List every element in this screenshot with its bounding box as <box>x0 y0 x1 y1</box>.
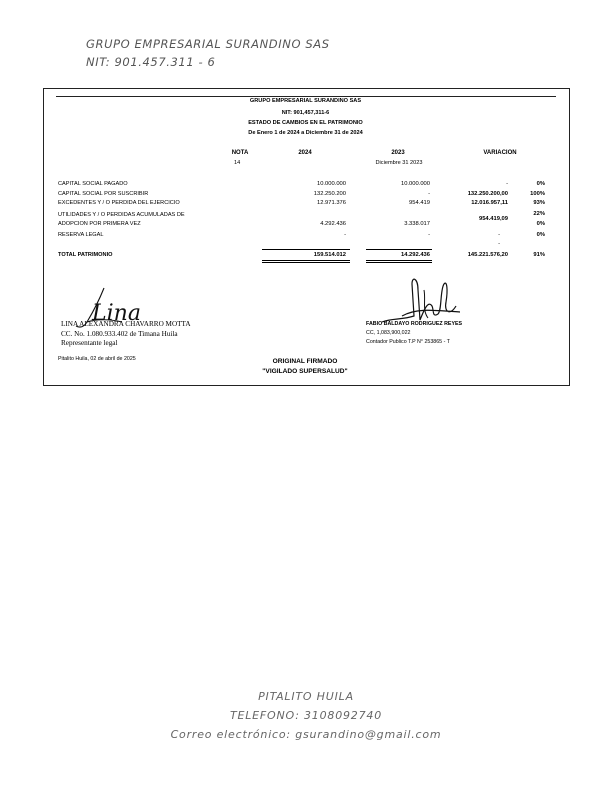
footer-email: Correo electrónico: gsurandino@gmail.com <box>170 728 442 741</box>
row-2023: 3.338.017 <box>404 221 430 227</box>
row-2024: - <box>344 232 346 238</box>
stamp-line1: ORIGINAL FIRMADO <box>272 358 338 365</box>
row-pct: 0% <box>536 221 545 227</box>
signer-left-name: LINA ALEXANDRA CHAVARRO MOTTA <box>61 320 191 328</box>
row-variacion: - <box>498 232 500 238</box>
row-2023: - <box>428 191 430 197</box>
row-2023: 954.419 <box>409 200 430 206</box>
total-rule-top <box>366 249 432 250</box>
row-label: CAPITAL SOCIAL POR SUSCRIBIR <box>58 191 149 197</box>
header-variacion: VARIACION <box>483 150 517 156</box>
row-label-cont: ADOPCION POR PRIMERA VEZ <box>58 221 141 227</box>
statement-title: ESTADO DE CAMBIOS EN EL PATRIMONIO <box>248 120 363 126</box>
total-rule-bottom <box>366 262 432 263</box>
signer-right-id: CC, 1,083,900,022 <box>366 330 411 336</box>
total-variacion: 145.221.576,20 <box>467 252 508 258</box>
stamp-line2: "VIGILADO SUPERSALUD" <box>262 368 348 375</box>
row-label: EXCEDENTES Y / O PERDIDA DEL EJERCICIO <box>58 200 180 206</box>
row-variacion: 954.419,09 <box>478 216 508 222</box>
row-variacion: 132.250.200,00 <box>467 191 508 197</box>
signer-left-role: Representante legal <box>61 339 118 347</box>
total-rule-bottom <box>366 260 432 261</box>
total-rule-bottom <box>262 262 350 263</box>
header-nota: NOTA <box>231 150 249 156</box>
statement-company: GRUPO EMPRESARIAL SURANDINO SAS <box>249 98 362 104</box>
total-rule-top <box>262 249 350 250</box>
row-2023: 10.000.000 <box>400 181 430 187</box>
footer-city: PITALITO HUILA <box>258 690 354 703</box>
signer-right-role: Contador Publico T.P N° 253865 - T <box>366 339 450 345</box>
letterhead-company: GRUPO EMPRESARIAL SURANDINO SAS <box>86 37 330 51</box>
row-2023: - <box>428 232 430 238</box>
total-2024: 159.514.012 <box>313 252 346 258</box>
signer-right-name: FABIO BALDAYO RODRIGUEZ REYES <box>366 321 463 327</box>
statement-period: De Enero 1 de 2024 a Diciembre 31 de 2024 <box>248 130 363 136</box>
row-label: RESERVA LEGAL <box>58 232 104 238</box>
row-label: CAPITAL SOCIAL PAGADO <box>58 181 128 187</box>
header-2024: 2024 <box>298 150 312 156</box>
header-2023: 2023 <box>391 150 405 156</box>
statement-top-rule <box>56 96 556 97</box>
nota-value: 14 <box>234 160 241 166</box>
total-2023: 14.292.436 <box>400 252 430 258</box>
total-label: TOTAL PATRIMONIO <box>58 252 113 258</box>
header-2023-sub: Diciembre 31 2023 <box>375 160 423 166</box>
place-date: Pitalito Huila, 02 de abril de 2025 <box>58 356 136 362</box>
footer-phone: TELEFONO: 3108092740 <box>229 709 382 722</box>
row-variacion-extra: - <box>498 241 500 247</box>
row-pct: 0% <box>536 232 545 238</box>
row-variacion: 12.016.957,11 <box>471 200 508 206</box>
signer-left-id: CC. No. 1.080.933.402 de Timana Huila <box>61 330 178 338</box>
row-2024: 12.971.376 <box>316 200 346 206</box>
row-pct: 0% <box>536 181 545 187</box>
row-pct: 100% <box>530 191 545 197</box>
total-pct: 91% <box>533 252 545 258</box>
row-pct: 93% <box>533 200 545 206</box>
row-2024: 4.292.436 <box>320 221 346 227</box>
row-variacion: - <box>506 181 508 187</box>
statement-nit: NIT: 901,457,311-6 <box>281 110 330 116</box>
row-2024: 132.250.200 <box>313 191 346 197</box>
row-label: UTILIDADES Y / O PERDIDAS ACUMULADAS DE <box>58 212 185 218</box>
letterhead-nit: NIT: 901.457.311 - 6 <box>86 55 216 69</box>
total-rule-bottom <box>262 260 350 261</box>
row-pct: 22% <box>533 211 545 217</box>
row-2024: 10.000.000 <box>316 181 346 187</box>
signature-left-script: Lina <box>92 301 141 326</box>
